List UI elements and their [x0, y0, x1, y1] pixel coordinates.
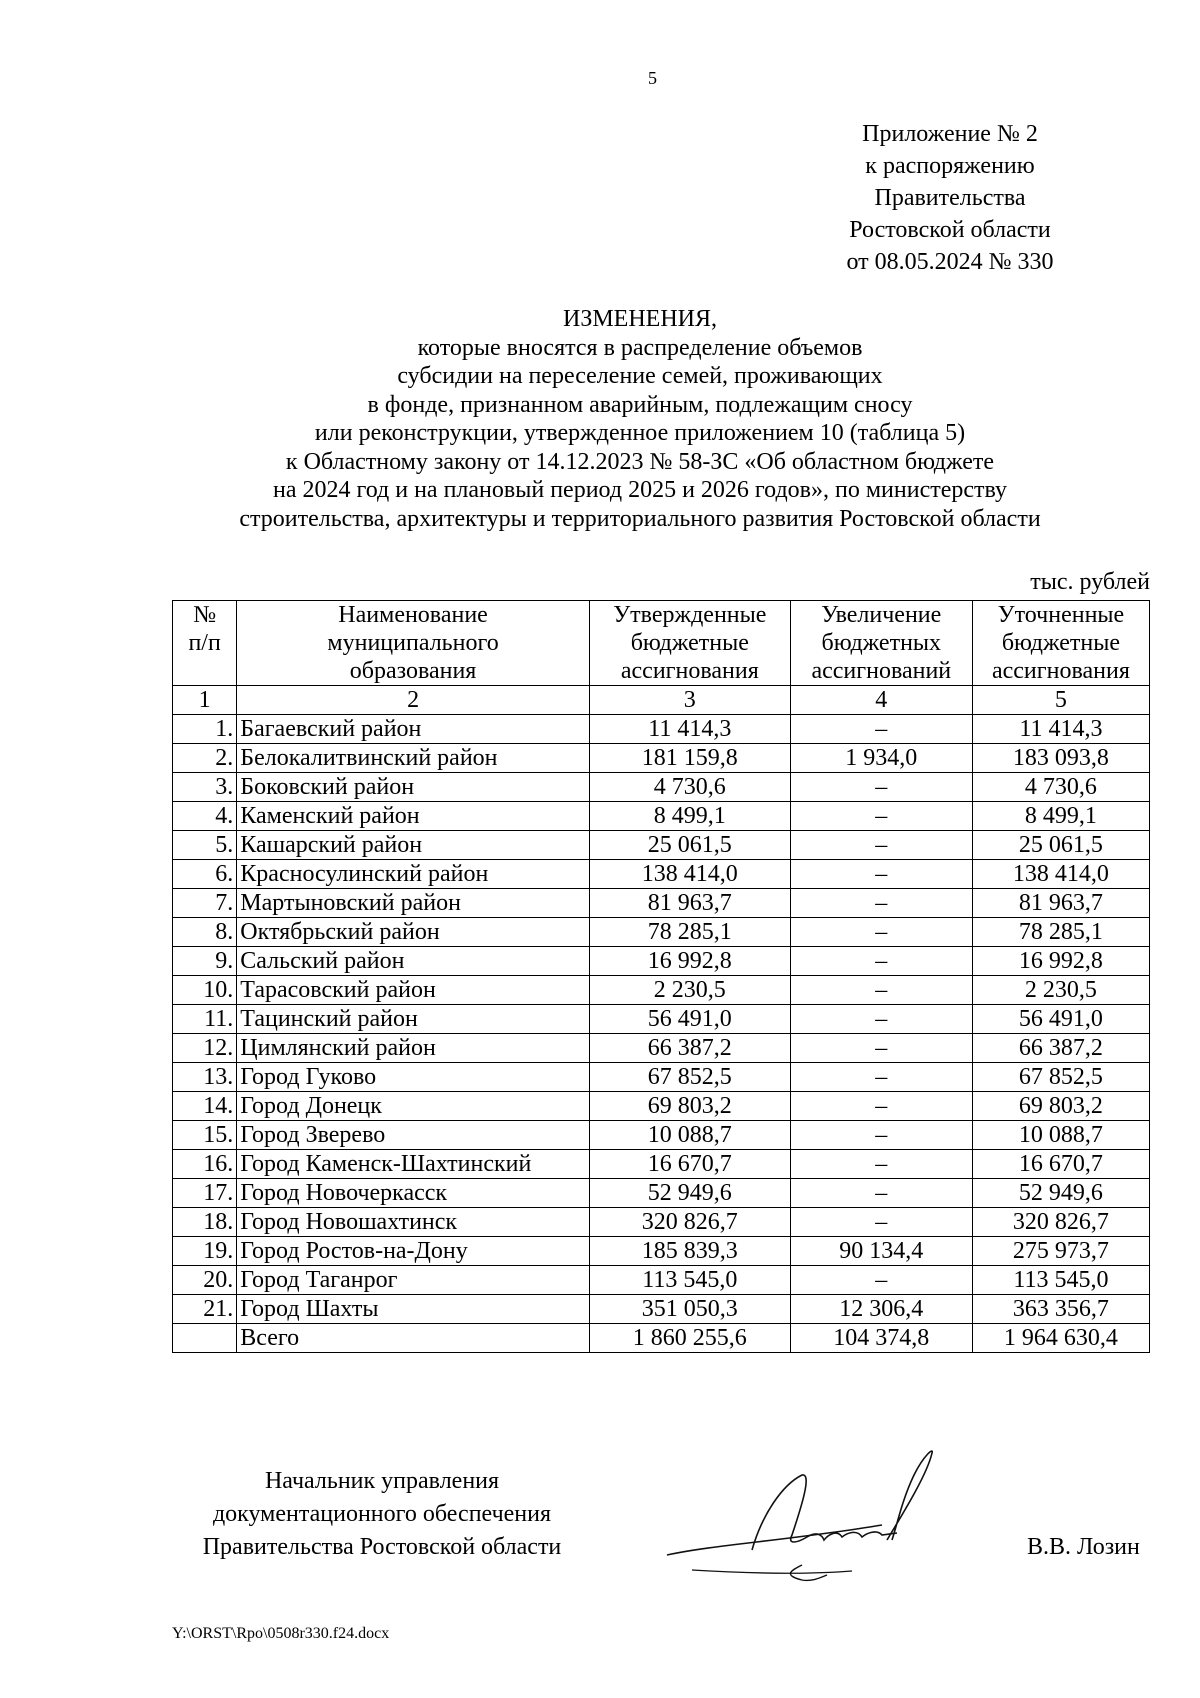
table-row [173, 918, 1150, 947]
table-row [173, 1034, 1150, 1063]
approved-value: 11 414,3 [589, 715, 790, 744]
increase-value: – [790, 1208, 972, 1237]
table-row [173, 1208, 1150, 1237]
header-text: Наименование муниципального образования [327, 602, 499, 684]
row-number: 17. [173, 1179, 237, 1208]
title-line: или реконструкции, утвержденное приложением 10 (таблица 5) [314, 420, 966, 446]
header-text: Уточненные бюджетные ассигнования [991, 602, 1130, 684]
row-number: 10. [173, 976, 237, 1005]
table-row [173, 1237, 1150, 1266]
table-row [173, 1179, 1150, 1208]
approved-value: 113 545,0 [589, 1266, 790, 1295]
municipality-name: Город Новошахтинск [237, 1208, 590, 1237]
increase-value: – [790, 802, 972, 831]
row-number: 3. [173, 773, 237, 802]
row-number: 20. [173, 1266, 237, 1295]
approved-value: 351 050,3 [589, 1295, 790, 1324]
total-number-cell [173, 1324, 237, 1353]
row-number: 19. [173, 1237, 237, 1266]
approved-value: 69 803,2 [589, 1092, 790, 1121]
approved-value: 78 285,1 [589, 918, 790, 947]
table-row [173, 744, 1150, 773]
refined-value: 4 730,6 [972, 773, 1149, 802]
refined-value: 320 826,7 [972, 1208, 1149, 1237]
table-row [173, 889, 1150, 918]
signatory-title-line: Правительства Ростовской области [202, 1534, 562, 1560]
table-row [173, 773, 1150, 802]
municipality-name: Кашарский район [237, 831, 590, 860]
municipality-name: Город Таганрог [237, 1266, 590, 1295]
municipality-name: Тарасовский район [237, 976, 590, 1005]
refined-value: 25 061,5 [972, 831, 1149, 860]
refined-value: 183 093,8 [972, 744, 1149, 773]
refined-value: 16 670,7 [972, 1150, 1149, 1179]
increase-value: – [790, 947, 972, 976]
appendix-header [800, 118, 1100, 278]
column-number: 5 [972, 686, 1149, 715]
approved-value: 185 839,3 [589, 1237, 790, 1266]
municipality-name: Сальский район [237, 947, 590, 976]
approved-value: 10 088,7 [589, 1121, 790, 1150]
header-approved [589, 601, 790, 686]
row-number: 5. [173, 831, 237, 860]
table-row [173, 860, 1150, 889]
approved-value: 320 826,7 [589, 1208, 790, 1237]
total-row [173, 1324, 1150, 1353]
increase-value: 1 934,0 [790, 744, 972, 773]
header-text: Увеличение бюджетных ассигнований [811, 602, 952, 684]
column-number: 1 [173, 686, 237, 715]
title-line: субсидии на переселение семей, проживающих [397, 363, 883, 389]
municipality-name: Боковский район [237, 773, 590, 802]
refined-value: 2 230,5 [972, 976, 1149, 1005]
approved-value: 66 387,2 [589, 1034, 790, 1063]
row-number: 6. [173, 860, 237, 889]
table-row [173, 1295, 1150, 1324]
table-row [173, 802, 1150, 831]
row-number: 13. [173, 1063, 237, 1092]
refined-value: 81 963,7 [972, 889, 1149, 918]
table-row [173, 831, 1150, 860]
signatory-title [172, 1465, 592, 1564]
increase-value: – [790, 773, 972, 802]
refined-value: 69 803,2 [972, 1092, 1149, 1121]
approved-value: 181 159,8 [589, 744, 790, 773]
row-number: 9. [173, 947, 237, 976]
appendix-line: от 08.05.2024 № 330 [846, 249, 1054, 275]
file-path: Y:\ORST\Rpo\0508r330.f24.docx [172, 1625, 390, 1642]
increase-value: – [790, 715, 972, 744]
header-text: Утвержденные бюджетные ассигнования [613, 602, 767, 684]
approved-value: 16 670,7 [589, 1150, 790, 1179]
row-number: 4. [173, 802, 237, 831]
increase-value: – [790, 1179, 972, 1208]
table-row [173, 947, 1150, 976]
increase-value: – [790, 1150, 972, 1179]
table-row [173, 715, 1150, 744]
handwritten-signature [652, 1445, 942, 1595]
row-number: 14. [173, 1092, 237, 1121]
approved-value: 16 992,8 [589, 947, 790, 976]
approved-value: 56 491,0 [589, 1005, 790, 1034]
increase-value: – [790, 1005, 972, 1034]
approved-value: 2 230,5 [589, 976, 790, 1005]
units-label: тыс. рублей [1030, 569, 1150, 595]
header-text: № п/п [188, 602, 221, 656]
title-line: которые вносятся в распределение объемов [417, 334, 863, 361]
refined-value: 66 387,2 [972, 1034, 1149, 1063]
signatory-title-line: документационного обеспечения [212, 1501, 552, 1527]
increase-value: 12 306,4 [790, 1295, 972, 1324]
refined-value: 52 949,6 [972, 1179, 1149, 1208]
refined-value: 363 356,7 [972, 1295, 1149, 1324]
page-number: 5 [648, 68, 657, 88]
signatory-title-line: Начальник управления [264, 1468, 500, 1494]
signatory-name: В.В. Лозин [1027, 1534, 1140, 1560]
total-label: Всего [237, 1324, 590, 1353]
approved-value: 138 414,0 [589, 860, 790, 889]
appendix-line: Приложение № 2 [862, 121, 1038, 147]
table-row [173, 1005, 1150, 1034]
municipality-name: Город Зверево [237, 1121, 590, 1150]
municipality-name: Мартыновский район [237, 889, 590, 918]
approved-value: 4 730,6 [589, 773, 790, 802]
total-approved: 1 860 255,6 [589, 1324, 790, 1353]
approved-value: 67 852,5 [589, 1063, 790, 1092]
row-number: 11. [173, 1005, 237, 1034]
title-heading: ИЗМЕНЕНИЯ, [562, 306, 718, 332]
municipality-name: Город Донецк [237, 1092, 590, 1121]
title-line: строительства, архитектуры и территориального развития Ростовской области [239, 505, 1041, 532]
increase-value: – [790, 1121, 972, 1150]
increase-value: – [790, 1063, 972, 1092]
refined-value: 275 973,7 [972, 1237, 1149, 1266]
header-increase [790, 601, 972, 686]
row-number: 16. [173, 1150, 237, 1179]
approved-value: 52 949,6 [589, 1179, 790, 1208]
municipality-name: Город Новочеркасск [237, 1179, 590, 1208]
table-row [173, 1063, 1150, 1092]
column-number: 4 [790, 686, 972, 715]
refined-value: 138 414,0 [972, 860, 1149, 889]
municipality-name: Город Ростов-на-Дону [237, 1237, 590, 1266]
row-number: 18. [173, 1208, 237, 1237]
total-refined: 1 964 630,4 [972, 1324, 1149, 1353]
row-number: 1. [173, 715, 237, 744]
title-line: в фонде, признанном аварийным, подлежащим сносу [367, 391, 913, 418]
title-line: к Областному закону от 14.12.2023 № 58-ЗС «Об областном бюджете [285, 448, 995, 475]
municipality-name: Город Шахты [237, 1295, 590, 1324]
increase-value: – [790, 976, 972, 1005]
municipality-name: Город Каменск-Шахтинский [237, 1150, 590, 1179]
refined-value: 8 499,1 [972, 802, 1149, 831]
row-number: 2. [173, 744, 237, 773]
table-row [173, 1266, 1150, 1295]
table-header-row [173, 601, 1150, 686]
document-title [160, 305, 1120, 533]
header-refined [972, 601, 1149, 686]
column-number: 3 [589, 686, 790, 715]
municipality-name: Октябрьский район [237, 918, 590, 947]
refined-value: 16 992,8 [972, 947, 1149, 976]
municipality-name: Тацинский район [237, 1005, 590, 1034]
refined-value: 10 088,7 [972, 1121, 1149, 1150]
increase-value: 90 134,4 [790, 1237, 972, 1266]
approved-value: 25 061,5 [589, 831, 790, 860]
refined-value: 113 545,0 [972, 1266, 1149, 1295]
municipality-name: Красносулинский район [237, 860, 590, 889]
budget-table [172, 600, 1150, 1353]
table-row [173, 1092, 1150, 1121]
increase-value: – [790, 831, 972, 860]
total-increase: 104 374,8 [790, 1324, 972, 1353]
row-number: 21. [173, 1295, 237, 1324]
municipality-name: Цимлянский район [237, 1034, 590, 1063]
municipality-name: Белокалитвинский район [237, 744, 590, 773]
municipality-name: Каменский район [237, 802, 590, 831]
appendix-line: Правительства [874, 185, 1026, 211]
refined-value: 11 414,3 [972, 715, 1149, 744]
table-row [173, 1121, 1150, 1150]
appendix-line: Ростовской области [849, 217, 1051, 243]
increase-value: – [790, 918, 972, 947]
column-number: 2 [237, 686, 590, 715]
table-row [173, 1150, 1150, 1179]
table-body [173, 715, 1150, 1324]
increase-value: – [790, 1092, 972, 1121]
increase-value: – [790, 1034, 972, 1063]
column-number-row [173, 686, 1150, 715]
municipality-name: Город Гуково [237, 1063, 590, 1092]
approved-value: 81 963,7 [589, 889, 790, 918]
increase-value: – [790, 860, 972, 889]
table-row [173, 976, 1150, 1005]
refined-value: 78 285,1 [972, 918, 1149, 947]
row-number: 15. [173, 1121, 237, 1150]
row-number: 7. [173, 889, 237, 918]
increase-value: – [790, 1266, 972, 1295]
appendix-line: к распоряжению [865, 153, 1035, 179]
refined-value: 56 491,0 [972, 1005, 1149, 1034]
title-line: на 2024 год и на плановый период 2025 и 2026 годов», по министерству [272, 477, 1008, 503]
refined-value: 67 852,5 [972, 1063, 1149, 1092]
header-municipality [237, 601, 590, 686]
row-number: 12. [173, 1034, 237, 1063]
increase-value: – [790, 889, 972, 918]
approved-value: 8 499,1 [589, 802, 790, 831]
row-number: 8. [173, 918, 237, 947]
municipality-name: Багаевский район [237, 715, 590, 744]
header-number [173, 601, 237, 686]
